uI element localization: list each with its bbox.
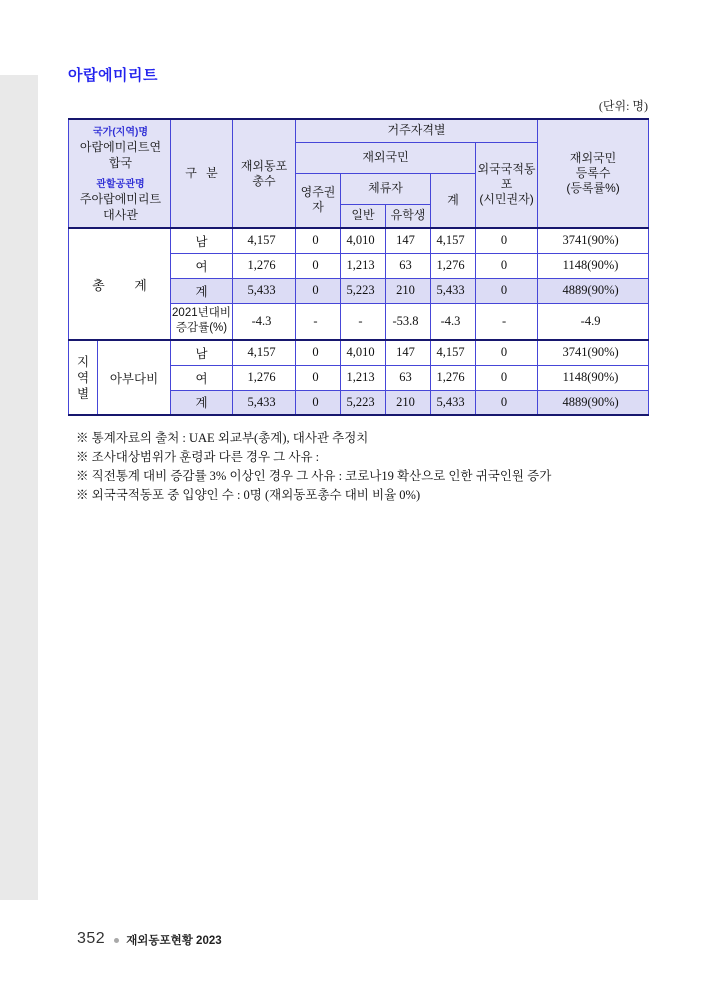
col-header-overseas-total: 재외동포 총수 xyxy=(233,119,296,228)
col-header-residence-type-group: 거주자격별 xyxy=(296,119,538,142)
col-header-national-group: 재외국민 xyxy=(296,142,476,173)
col-header-subtotal: 계 xyxy=(431,173,476,228)
cell-value: 4889(90%) xyxy=(538,390,649,415)
cell-value: 4,157 xyxy=(233,228,296,253)
cell-value: 0 xyxy=(296,390,341,415)
footnotes xyxy=(68,429,648,505)
cell-value: 5,433 xyxy=(233,390,296,415)
cell-value: 0 xyxy=(296,228,341,253)
cell-value: - xyxy=(476,303,538,340)
row-label-subtotal: 계 xyxy=(171,390,233,415)
cell-value: 63 xyxy=(386,365,431,390)
cell-value: 0 xyxy=(296,365,341,390)
cell-value: 1,213 xyxy=(341,253,386,278)
cell-value: 5,433 xyxy=(431,390,476,415)
section-total-label: 총 계 xyxy=(69,228,171,340)
unit-label: (단위: 명) xyxy=(598,99,648,113)
cell-value: 1,213 xyxy=(341,365,386,390)
cell-value: -4.9 xyxy=(538,303,649,340)
cell-value: -4.3 xyxy=(233,303,296,340)
row-label-subtotal: 계 xyxy=(171,278,233,303)
cell-value: -53.8 xyxy=(386,303,431,340)
cell-value: 0 xyxy=(296,340,341,365)
row-label-male: 남 xyxy=(171,340,233,365)
cell-value: 0 xyxy=(476,278,538,303)
page-content xyxy=(68,0,648,505)
cell-value: 4889(90%) xyxy=(538,278,649,303)
footer-bullet-icon xyxy=(114,938,119,943)
header-country-office-cell xyxy=(69,119,171,228)
section-by-region xyxy=(69,340,649,415)
cell-value: 147 xyxy=(386,340,431,365)
col-header-general: 일반 xyxy=(341,204,386,228)
col-header-sojourner-group: 체류자 xyxy=(341,173,431,204)
cell-value: 0 xyxy=(296,278,341,303)
col-header-registered-count: 재외국민 등록수 (등록률%) xyxy=(538,119,649,228)
cell-value: 147 xyxy=(386,228,431,253)
page-title: 아랍에미리트 xyxy=(68,67,158,84)
footnote: ※ 조사대상범위가 훈령과 다른 경우 그 사유 : xyxy=(76,450,320,464)
cell-value: 1148(90%) xyxy=(538,365,649,390)
stats-table xyxy=(68,118,649,416)
col-header-gubun: 구 분 xyxy=(171,119,233,228)
cell-value: 0 xyxy=(476,253,538,278)
office-name-label: 관할공관명 xyxy=(96,179,145,190)
cell-value: 4,157 xyxy=(233,340,296,365)
row-label-female: 여 xyxy=(171,365,233,390)
cell-value: 0 xyxy=(476,228,538,253)
region-name: 아부다비 xyxy=(98,340,171,415)
cell-value: 0 xyxy=(476,365,538,390)
country-name-value: 아랍에미리트연합국 xyxy=(79,140,162,170)
office-name-value-line1: 주아랍에미리트 xyxy=(79,192,162,206)
cell-value: 0 xyxy=(476,340,538,365)
table-header xyxy=(69,119,649,228)
cell-value: 5,223 xyxy=(341,390,386,415)
page-number: 352 xyxy=(77,930,106,947)
cell-value: 0 xyxy=(476,390,538,415)
cell-value: 3741(90%) xyxy=(538,228,649,253)
book-title: 재외동포현황 2023 xyxy=(126,935,222,947)
cell-value: 4,157 xyxy=(431,340,476,365)
cell-value: 1148(90%) xyxy=(538,253,649,278)
cell-value: 210 xyxy=(386,390,431,415)
cell-value: 5,433 xyxy=(233,278,296,303)
page-edge-strip xyxy=(0,75,38,900)
page-footer xyxy=(77,930,222,948)
section-total xyxy=(69,228,649,340)
cell-value: 1,276 xyxy=(431,253,476,278)
cell-value: 4,010 xyxy=(341,228,386,253)
col-header-foreign-nationality: 외국국적동포 (시민권자) xyxy=(476,142,538,228)
row-label-female: 여 xyxy=(171,253,233,278)
footnote: ※ 통계자료의 출처 : UAE 외교부(총계), 대사관 추정치 xyxy=(76,431,369,445)
country-name-label: 국가(지역)명 xyxy=(93,127,148,138)
cell-value: 5,433 xyxy=(431,278,476,303)
cell-value: 1,276 xyxy=(233,365,296,390)
footnote: ※ 직전통계 대비 증감률 3% 이상인 경우 그 사유 : 코로나19 확산으로 인한 귀국인원 증가 xyxy=(76,469,552,483)
cell-value: - xyxy=(341,303,386,340)
col-header-permanent-resident: 영주권자 xyxy=(296,173,341,228)
cell-value: 3741(90%) xyxy=(538,340,649,365)
cell-value: 63 xyxy=(386,253,431,278)
cell-value: -4.3 xyxy=(431,303,476,340)
cell-value: 0 xyxy=(296,253,341,278)
col-header-student: 유학생 xyxy=(386,204,431,228)
cell-value: 4,157 xyxy=(431,228,476,253)
cell-value: 1,276 xyxy=(431,365,476,390)
table-row xyxy=(69,228,649,253)
section-region-label: 지 역 별 xyxy=(69,340,98,415)
row-label-yoy-change: 2021년대비 증감률(%) xyxy=(171,303,233,340)
cell-value: 1,276 xyxy=(233,253,296,278)
row-label-male: 남 xyxy=(171,228,233,253)
office-name-value-line2: 대사관 xyxy=(103,208,138,222)
cell-value: 4,010 xyxy=(341,340,386,365)
cell-value: 5,223 xyxy=(341,278,386,303)
cell-value: 210 xyxy=(386,278,431,303)
cell-value: - xyxy=(296,303,341,340)
footnote: ※ 외국국적동포 중 입양인 수 : 0명 (재외동포총수 대비 비율 0%) xyxy=(76,488,421,502)
table-row xyxy=(69,340,649,365)
